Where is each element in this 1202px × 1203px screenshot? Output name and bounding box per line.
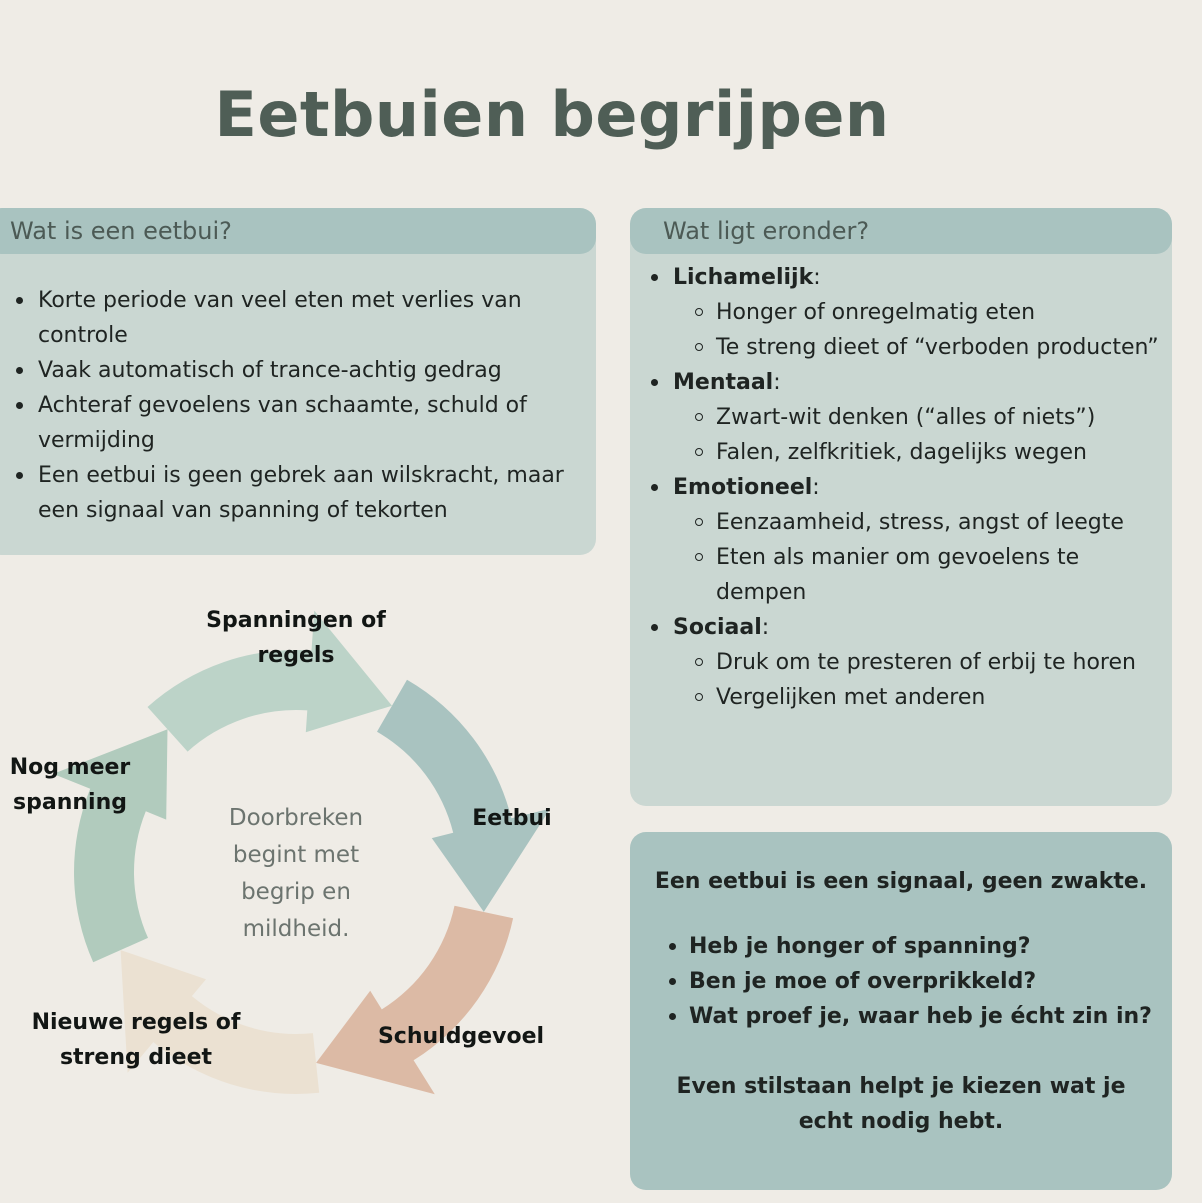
category-label: Mentaal: [673, 370, 774, 395]
cycle-label-new-rules: Nieuwe regels of streng dieet: [31, 1010, 241, 1070]
list-item: Druk om te presteren of erbij te horen: [716, 645, 1166, 680]
cycle-center-text: Doorbreken begint met begrip en mildheid.: [228, 805, 364, 942]
category-social: Sociaal: Druk om te presteren of erbij te horen Vergelijken met anderen: [673, 610, 1166, 715]
category-label: Lichamelijk: [673, 265, 814, 290]
cycle-arrow-binge: [377, 680, 550, 912]
category-physical: Lichamelijk: Honger of onregelmatig eten Te streng dieet of “verboden producten”: [673, 260, 1166, 365]
what-is-binge-list: [0, 283, 596, 528]
list-item: Eten als manier om gevoelens te dempen: [716, 540, 1166, 610]
category-mental: Mentaal: Zwart-wit denken (“alles of niets”) Falen, zelfkritiek, dagelijks wegen: [673, 365, 1166, 470]
underlying-causes-heading: Wat ligt eronder?: [630, 208, 1172, 254]
question-item: Wat proef je, waar heb je écht zin in?: [689, 999, 1172, 1034]
what-is-binge-card: [0, 208, 596, 555]
list-item: Te streng dieet of “verboden producten”: [716, 330, 1166, 365]
page-title: Eetbuien begrijpen: [214, 78, 890, 151]
cycle-label-tension: Spanningen of regels: [206, 608, 386, 668]
question-list: [689, 929, 1172, 1034]
list-item: Vergelijken met anderen: [716, 680, 1166, 715]
list-item: Honger of onregelmatig eten: [716, 295, 1166, 330]
list-item: Vaak automatisch of trance-achtig gedrag: [38, 353, 574, 388]
what-is-binge-heading: Wat is een eetbui?: [0, 208, 596, 254]
underlying-causes-card: [630, 208, 1172, 806]
list-item: Zwart-wit denken (“alles of niets”): [716, 400, 1166, 435]
cycle-label-guilt: Schuldgevoel: [377, 1024, 545, 1049]
list-item: Achteraf gevoelens van schaamte, schuld of vermijding: [38, 388, 574, 458]
list-item: Falen, zelfkritiek, dagelijks wegen: [716, 435, 1166, 470]
signal-footer: Even stilstaan helpt je kiezen wat je echt nodig hebt.: [676, 1074, 1126, 1134]
cycle-label-binge: Eetbui: [472, 806, 552, 831]
list-item: Een eetbui is geen gebrek aan wilskracht, maar een signaal van spanning of tekorten: [38, 458, 574, 528]
question-item: Heb je honger of spanning?: [689, 929, 1172, 964]
list-item: Eenzaamheid, stress, angst of leegte: [716, 505, 1166, 540]
signal-card: [630, 832, 1172, 1190]
category-emotional: Emotioneel: Eenzaamheid, stress, angst of leegte Eten als manier om gevoelens te dempen: [673, 470, 1166, 610]
list-item: Korte periode van veel eten met verlies van controle: [38, 283, 574, 353]
cycle-label-more-tension: Nog meer spanning: [9, 755, 131, 815]
category-label: Sociaal: [673, 615, 762, 640]
question-item: Ben je moe of overprikkeld?: [689, 964, 1172, 999]
underlying-causes-list: [630, 260, 1172, 715]
category-label: Emotioneel: [673, 475, 813, 500]
signal-heading: Een eetbui is een signaal, geen zwakte.: [654, 869, 1148, 894]
